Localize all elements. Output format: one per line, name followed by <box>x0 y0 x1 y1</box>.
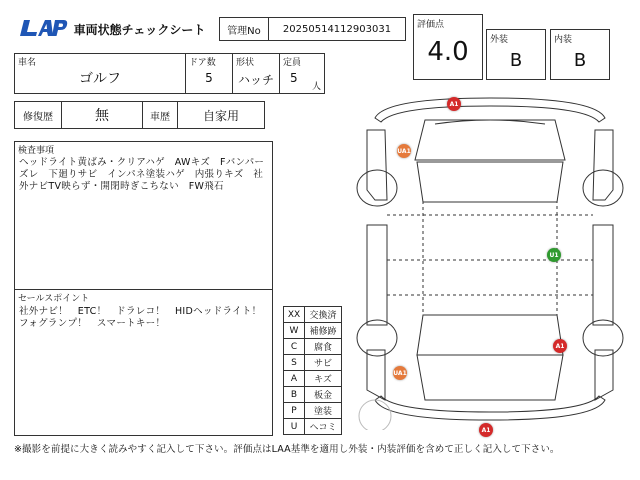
car-diagram <box>345 90 635 430</box>
capacity-cell <box>279 53 325 94</box>
management-no-label: 管理No <box>219 17 269 41</box>
footer-note: ※撮影を前提に大きく読みやすく記入して下さい。評価点はLAA基準を適用し外装・内装評価を含めて正しく記入して下さい。 <box>14 444 560 455</box>
inspection-label: 検査事項 <box>18 146 55 156</box>
capacity-unit: 人 <box>311 82 321 92</box>
hood-outline <box>415 120 565 160</box>
legend-code: S <box>284 355 305 371</box>
vehicle-category-label: 車歴 <box>142 101 178 129</box>
capacity-value: 5 <box>290 71 298 85</box>
legend-code: P <box>284 403 305 419</box>
legend-row <box>284 419 342 435</box>
damage-mark-roof-right: U1 <box>547 248 561 262</box>
legend-code: W <box>284 323 305 339</box>
vehicle-name-value: ゴルフ <box>79 71 121 87</box>
rear-window-outline <box>417 315 563 355</box>
legend-meaning: サビ <box>305 355 342 371</box>
legend-row <box>284 355 342 371</box>
legend-row <box>284 387 342 403</box>
logo-text: LAA <box>18 17 20 18</box>
legend-row <box>284 323 342 339</box>
damage-mark-rear-right-fender: A1 <box>553 339 567 353</box>
doors-cell <box>185 53 233 94</box>
legend-meaning: 補修跡 <box>305 323 342 339</box>
logo <box>18 17 68 39</box>
trunk-outline <box>417 355 563 400</box>
vehicle-name-label: 車名 <box>18 58 37 68</box>
sales-points-label: セールスポイント <box>18 294 90 304</box>
shape-cell <box>232 53 280 94</box>
vehicle-category-value: 自家用 <box>177 101 265 129</box>
legend-code: XX <box>284 307 305 323</box>
legend-meaning: 板金 <box>305 387 342 403</box>
sales-points-text: 社外ナビ！ ETC！ ドラレコ！ HIDヘッドライト！ フォグランプ！ スマートキー！ <box>19 306 272 329</box>
laa-logo-icon <box>18 17 68 39</box>
overall-grade-box <box>413 14 483 80</box>
management-no-value: 20250514112903031 <box>268 17 406 41</box>
legend-meaning: ヘコミ <box>305 419 342 435</box>
legend-row <box>284 371 342 387</box>
windshield-outline <box>417 162 563 202</box>
legend-meaning: 交換済 <box>305 307 342 323</box>
overall-grade-value: 4.0 <box>427 37 469 67</box>
roof-outline <box>423 202 557 315</box>
legend-row <box>284 403 342 419</box>
front-bumper-outline <box>375 98 605 122</box>
sales-points-box <box>14 289 273 436</box>
right-side-outline <box>593 130 613 200</box>
shape-value: ハッチ <box>237 73 274 87</box>
legend-meaning: 腐食 <box>305 339 342 355</box>
shape-label: 形状 <box>236 58 255 68</box>
legend-meaning: 塗装 <box>305 403 342 419</box>
legend-row <box>284 339 342 355</box>
exterior-grade-box <box>486 29 546 80</box>
repair-history-value: 無 <box>61 101 143 129</box>
interior-grade-label: 内装 <box>554 35 573 45</box>
overall-grade-label: 評価点 <box>417 20 445 30</box>
left-side-outline <box>367 130 387 200</box>
front-right-wheel <box>583 170 623 206</box>
repair-history-label: 修復歴 <box>14 101 62 129</box>
damage-legend-table <box>283 306 342 435</box>
damage-mark-rear-bottom: A1 <box>479 423 493 437</box>
damage-mark-front-left-fender: UA1 <box>397 144 411 158</box>
vehicle-name-cell <box>14 53 186 94</box>
front-left-wheel <box>357 170 397 206</box>
damage-mark-front-top: A1 <box>447 97 461 111</box>
damage-mark-rear-left-quarter: UA1 <box>393 366 407 380</box>
legend-code: U <box>284 419 305 435</box>
capacity-label: 定員 <box>283 58 302 68</box>
doors-label: ドア数 <box>189 58 216 68</box>
inspection-text: ヘッドライト黄ばみ・クリアハゲ AWキズ Fバンパーズレ 下廻りサビ インパネ塗装ハゲ 内張りキズ 社外ナビTV映らず・開閉時ぎこちない FW飛石 <box>19 157 265 192</box>
legend-code: A <box>284 371 305 387</box>
sheet-title: 車両状態チェックシート <box>68 17 211 41</box>
legend-code: C <box>284 339 305 355</box>
spare-wheel <box>359 400 391 430</box>
interior-grade-box <box>550 29 610 80</box>
interior-grade-value: B <box>573 50 587 71</box>
inspection-box <box>14 141 273 290</box>
exterior-grade-label: 外装 <box>490 35 509 45</box>
legend-code: B <box>284 387 305 403</box>
legend-meaning: キズ <box>305 371 342 387</box>
legend-row <box>284 307 342 323</box>
doors-value: 5 <box>205 71 213 85</box>
exterior-grade-value: B <box>509 50 523 71</box>
